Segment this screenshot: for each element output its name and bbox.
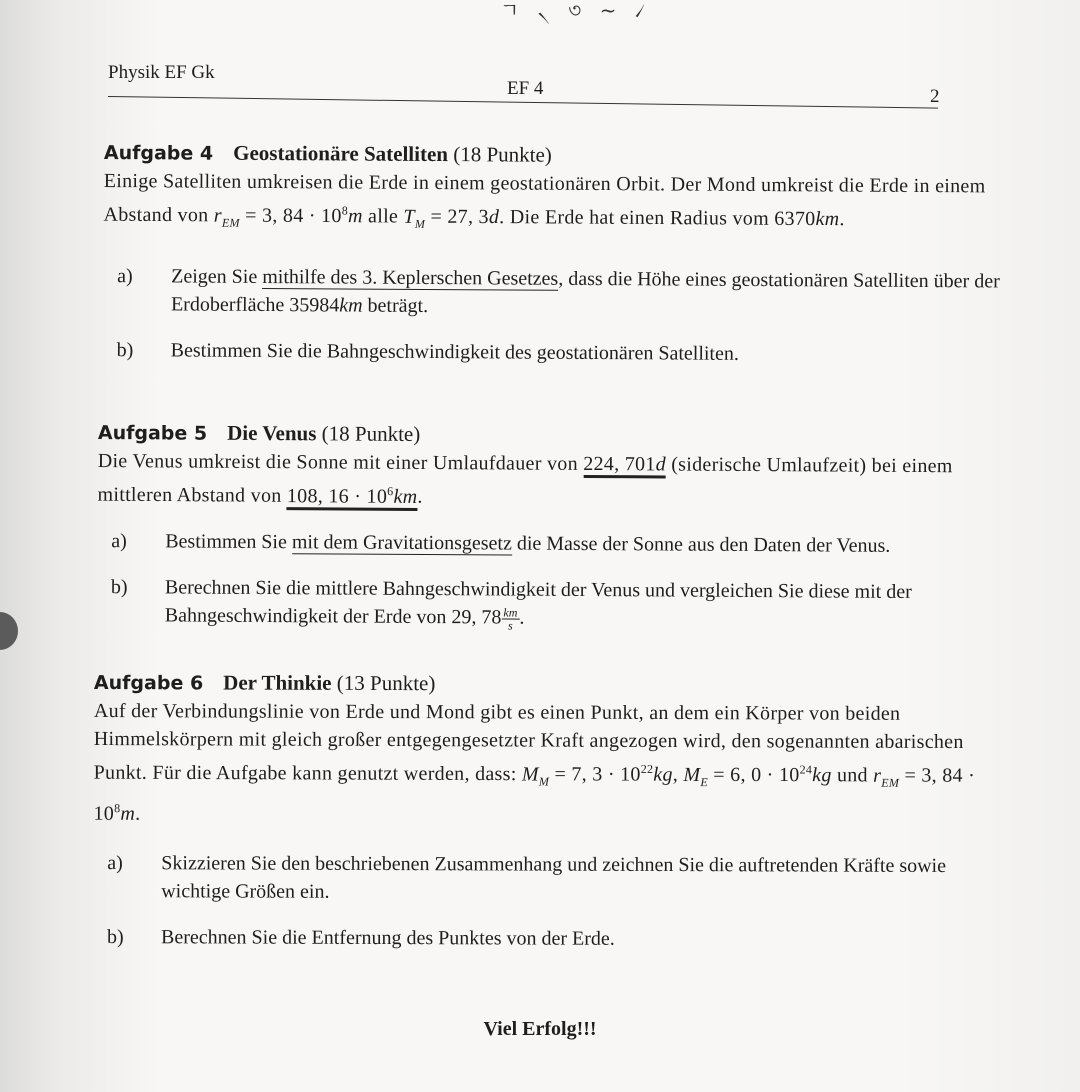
task-4-part-a: a) Zeigen Sie mithilfe des 3. Keplerschen Gesetzes, dass die Höhe eines geostationären Satelliten über der Erdoberfläche 35984km beträgt.: [117, 264, 1000, 317]
page-number: 2: [930, 86, 940, 107]
task-5-points: (18 Punkte): [321, 421, 421, 446]
task-6-heading: [94, 668, 994, 700]
task-5: [97, 418, 998, 634]
course-name: Physik EF Gk: [108, 62, 215, 83]
task-4-intro: Einige Satelliten umkreisen die Erde in einem geostationären Orbit. Der Mond umkreist die Erde in einem Abstand von $r_{EM} = 3$, $84 \cdot 10^8m$ alle $T_M = 27$, 3d. Die Erde hat einen Radius vom 6370km.: [103, 169, 986, 231]
task-4-title: Geostationäre Satelliten: [233, 140, 449, 167]
cut-off-handwriting: ㄱ ৲ ৩ ~ ৴: [500, 0, 652, 22]
task-6-part-b: b) Berechnen Sie die Entfernung des Punktes von der Erde.: [107, 926, 615, 951]
task-6-title: Der Thinkie: [223, 670, 332, 695]
task-6-part-a: a) Skizzieren Sie den beschriebenen Zusammenhang und zeichnen Sie die auftretenden Kräfte sowie wichtige Größen ein.: [107, 852, 947, 904]
task-6-points: (13 Punkte): [336, 670, 436, 696]
task-6-label: Aufgabe 6: [93, 672, 204, 695]
task-4-part-b: b) Bestimmen Sie die Bahngeschwindigkeit des geostationären Satelliten.: [116, 338, 739, 365]
task-5-part-b: b) Berechnen Sie die mittlere Bahngeschwindigkeit der Venus und vergleichen Sie diese mit der Bahngeschwindigkeit der Erde von 29, 78 $\frac{km}{s}$ .: [110, 575, 912, 633]
task-5-part-a: a) Bestimmen Sie mit dem Gravitationsgesetz die Masse der Sonne aus den Daten der Venus.: [111, 529, 891, 557]
task-5-title: Die Venus: [227, 420, 317, 446]
task-6: [93, 668, 994, 954]
footer-greeting: Viel Erfolg!!!: [483, 1018, 597, 1040]
task-5-label: Aufgabe 5: [97, 421, 208, 445]
task-5-intro: Die Venus umkreist die Sonne mit einer Umlaufdauer von 224, 701d (siderische Umlaufzeit) bei einem mittleren Abstand von 108, $16 \cdot 10^6km$.: [97, 447, 997, 514]
task-4-points: (18 Punkte): [453, 142, 552, 167]
task-6-intro: Auf der Verbindungslinie von Erde und Mond gibt es einen Punkt, an dem ein Körper von beiden Himmelskörpern mit gleich großer entgegengesetzter Kraft angezogen wird, den sogenannten abarischen Punkt. Für die Aufgabe kann genutzt werden, dass: $M_M = 7$, $3 \cdot 10^{22}kg$, $M_E = 6$, $0 \cdot 10^{24}kg$ und $r_{EM} = 3$, $84 \cdot 10^8m$.: [93, 699, 976, 825]
exam-name: EF 4: [507, 78, 544, 99]
task-4: [103, 138, 1004, 369]
task-4-label: Aufgabe 4: [103, 141, 214, 165]
